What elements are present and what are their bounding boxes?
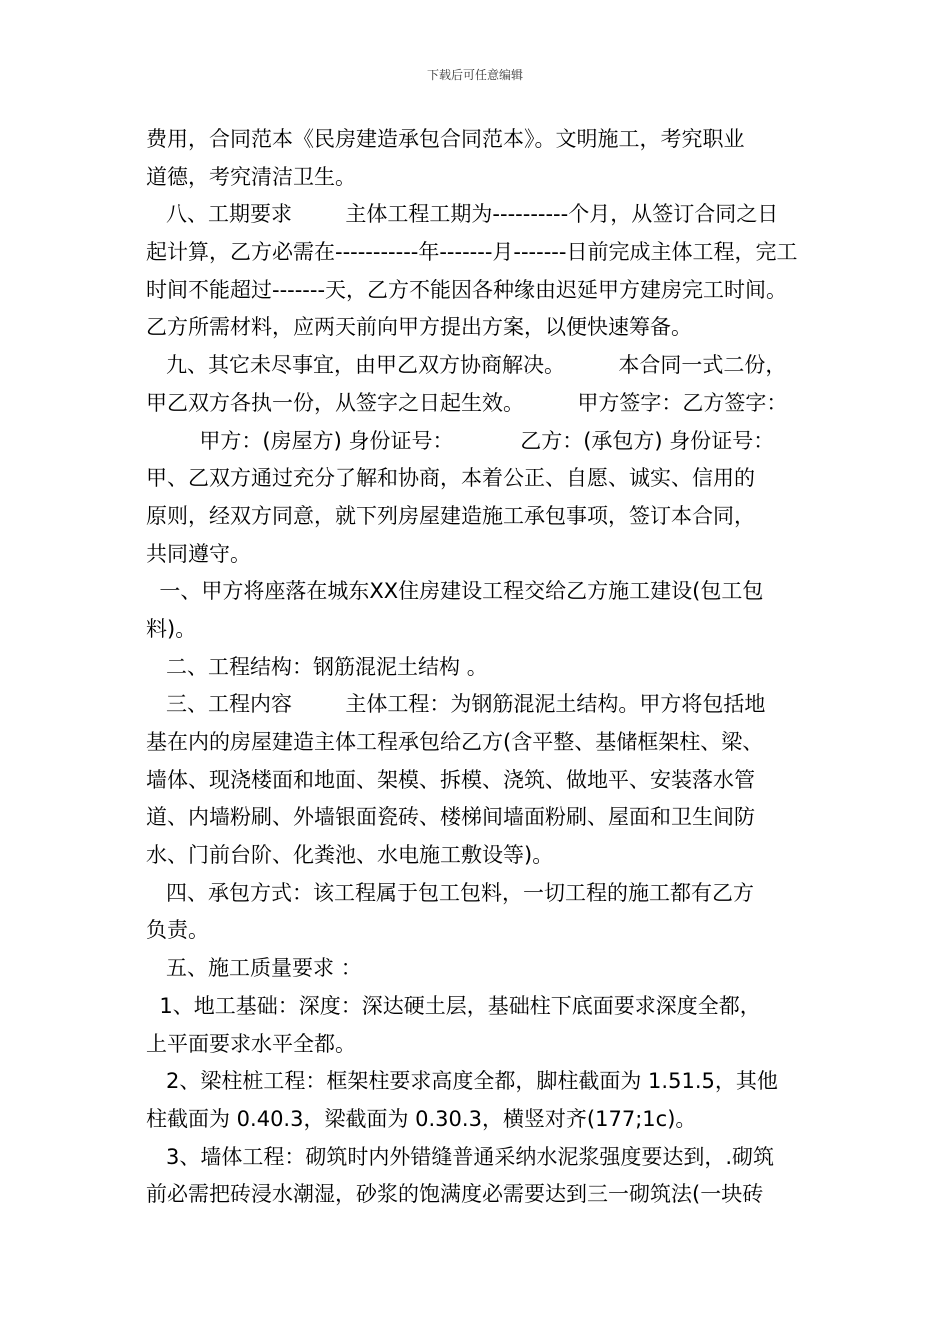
text-line: 共同遵守。 <box>146 541 251 566</box>
text-line: 甲乙双方各执一份，从签字之日起生效。 甲方签字：乙方签字： <box>146 390 788 415</box>
text-line: 道、内墙粉刷、外墙银面瓷砖、楼梯间墙面粉刷、屋面和卫生间防 <box>146 805 755 830</box>
text-line: 费用，合同范本《民房建造承包合同范本》。文明施工，考究职业 <box>146 127 745 151</box>
text-line: 水、门前台阶、化粪池、水电施工敷设等)。 <box>146 843 554 868</box>
text-line: 墙体、现浇楼面和地面、架模、拆模、浇筑、做地平、安装落水管 <box>146 767 755 792</box>
text-line: 3、墙体工程：砌筑时内外错缝普通采纳水泥浆强度要达到，.砌筑 <box>146 1144 775 1169</box>
text-line: 柱截面为 0.40.3，梁截面为 0.30.3，横竖对齐(177;1c)。 <box>146 1106 697 1131</box>
document-body <box>146 121 818 1214</box>
text-line: 甲、乙双方通过充分了解和协商，本着公正、自愿、诚实、信用的 <box>146 466 755 491</box>
text-line: 2、梁柱桩工程：框架柱要求高度全都，脚柱截面为 1.51.5，其他 <box>146 1069 778 1094</box>
text-line: 五、施工质量要求 ： <box>146 956 362 981</box>
text-line: 二、工程结构：钢筋混泥土结构 。 <box>146 654 488 679</box>
text-line: 负责。 <box>146 918 209 943</box>
text-line: 前必需把砖浸水潮湿，砂浆的饱满度必需要达到三一砌筑法(一块砖 <box>146 1182 764 1207</box>
text-line: 道德，考究清洁卫生。 <box>146 164 356 189</box>
page-header: 下载后可任意编辑 <box>426 68 523 82</box>
text-line: 三、工程内容 主体工程：为钢筋混泥土结构。甲方将包括地 <box>146 692 766 717</box>
text-line: 基在内的房屋建造主体工程承包给乙方(含平整、基储框架柱、梁、 <box>146 730 764 754</box>
text-line: 八、工期要求 主体工程工期为----------个月，从签订合同之日 <box>146 202 779 227</box>
text-line: 时间不能超过-------天，乙方不能因各种缘由迟延甲方建房完工时间。 <box>146 277 788 302</box>
text-line: 甲方：(房屋方) 身份证号： 乙方：(承包方) 身份证号： <box>146 428 775 453</box>
text-line: 上平面要求水平全都。 <box>146 1031 356 1056</box>
text-line: 原则，经双方同意，就下列房屋建造施工承包事项，签订本合同， <box>146 503 755 528</box>
text-line: 九、其它未尽事宜，由甲乙双方协商解决。 本合同一式二份， <box>146 353 787 378</box>
text-line: 四、承包方式：该工程属于包工包料，一切工程的施工都有乙方 <box>146 880 755 905</box>
text-line: 起计算，乙方必需在-----------年-------月-------日前完成主体工程，完工 <box>146 240 798 265</box>
text-line: 1、地工基础：深度：深达硬土层，基础柱下底面要求深度全都， <box>146 993 761 1018</box>
text-line: 料)。 <box>146 616 197 641</box>
text-line: 乙方所需材料，应两天前向甲方提出方案，以便快速筹备。 <box>146 315 692 340</box>
text-line: 一、甲方将座落在城东XX住房建设工程交给乙方施工建设(包工包 <box>146 579 764 604</box>
